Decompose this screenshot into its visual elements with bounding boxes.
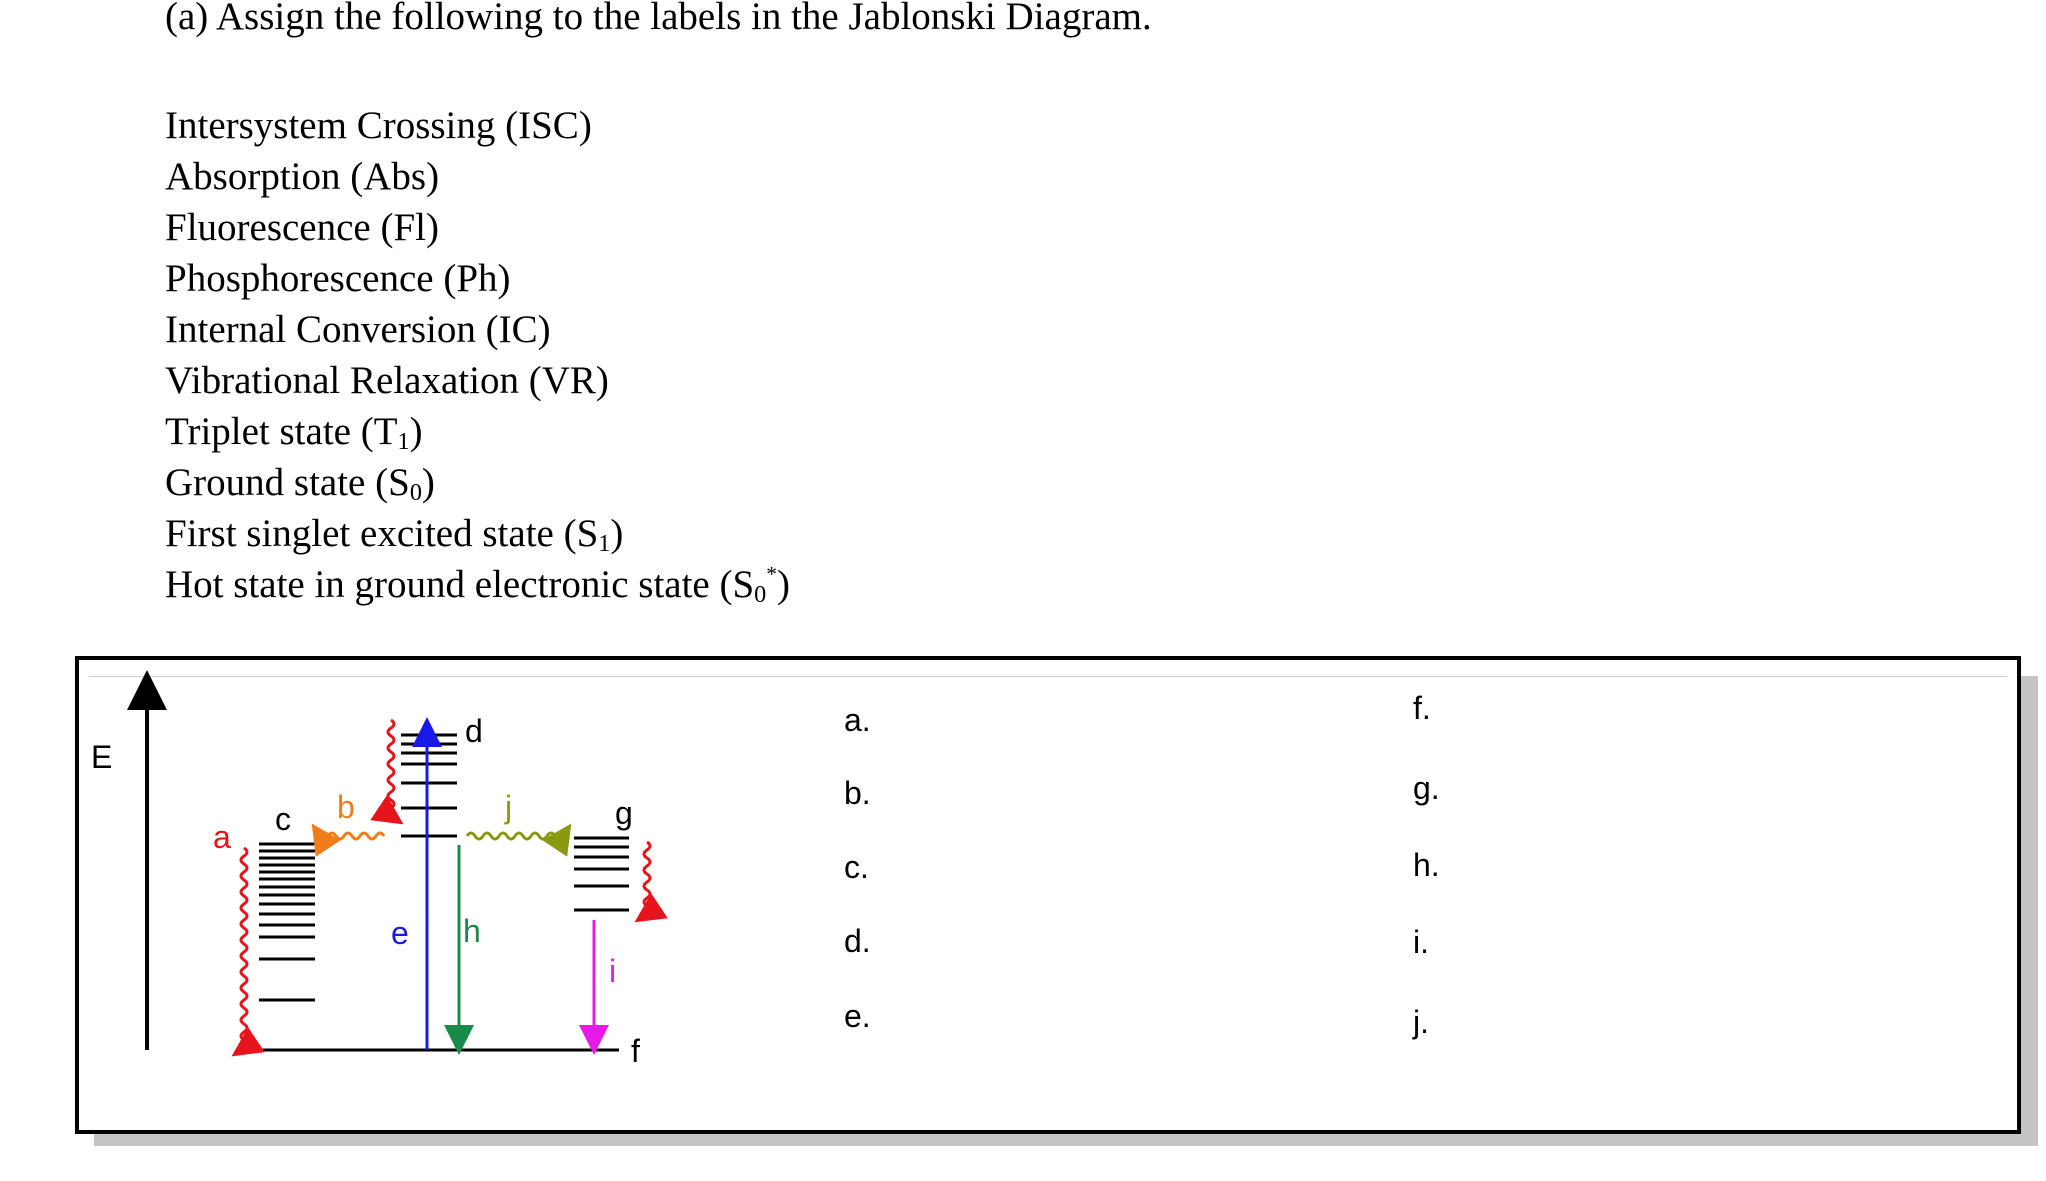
term-item: Hot state in ground electronic state $(S_0^*)$ — [165, 561, 790, 608]
label-c: c — [275, 801, 291, 837]
label-j: j — [505, 789, 513, 825]
term-item: Triplet state $(T_1)$ — [165, 410, 423, 455]
question-text: (a) Assign the following to the labels in the Jablonski Diagram. — [165, 0, 1152, 38]
term-item: Absorption (Abs) — [165, 155, 440, 198]
triplet-levels — [574, 838, 629, 910]
label-h: h — [463, 913, 481, 949]
answer-label-i: i. — [1413, 924, 1429, 960]
term-list — [165, 100, 790, 610]
term-item: Vibrational Relaxation (VR) — [165, 359, 609, 402]
label-b: b — [337, 789, 355, 825]
energy-axis-label: E — [91, 739, 113, 775]
answer-label-a: a. — [844, 702, 871, 738]
answer-label-h: h. — [1413, 847, 1440, 883]
answer-label-j: j. — [1413, 1004, 1429, 1040]
term-item: Internal Conversion (IC) — [165, 308, 551, 351]
arrow-s1-relaxation-wavy — [388, 720, 394, 816]
label-e: e — [391, 915, 409, 951]
answer-label-g: g. — [1413, 770, 1440, 806]
term-item: First singlet excited state $(S_1)$ — [165, 512, 624, 557]
label-i: i — [609, 953, 617, 989]
term-item: Ground state $(S_0)$ — [165, 461, 435, 506]
label-g: g — [615, 795, 633, 831]
label-a: a — [213, 819, 231, 855]
hot-ground-state-levels — [259, 844, 315, 1000]
term-item: Phosphorescence (Ph) — [165, 257, 511, 300]
answer-label-b: b. — [844, 775, 871, 811]
arrow-a-wavy — [241, 848, 247, 1048]
arrow-t1-relaxation-wavy — [644, 842, 650, 914]
diagram-box — [75, 656, 2021, 1134]
answer-label-f: f. — [1413, 690, 1431, 726]
term-item: Intersystem Crossing (ISC) — [165, 104, 592, 147]
answer-label-e: e. — [844, 998, 871, 1034]
answer-label-c: c. — [844, 849, 869, 885]
label-f: f — [631, 1033, 640, 1069]
arrow-b-wavy — [320, 833, 384, 839]
singlet-excited-levels — [401, 735, 457, 836]
term-item: Fluorescence (Fl) — [165, 206, 439, 249]
answer-label-d: d. — [844, 923, 871, 959]
label-d: d — [465, 713, 483, 749]
arrow-j-wavy — [467, 833, 563, 839]
jablonski-diagram — [79, 660, 2017, 1130]
